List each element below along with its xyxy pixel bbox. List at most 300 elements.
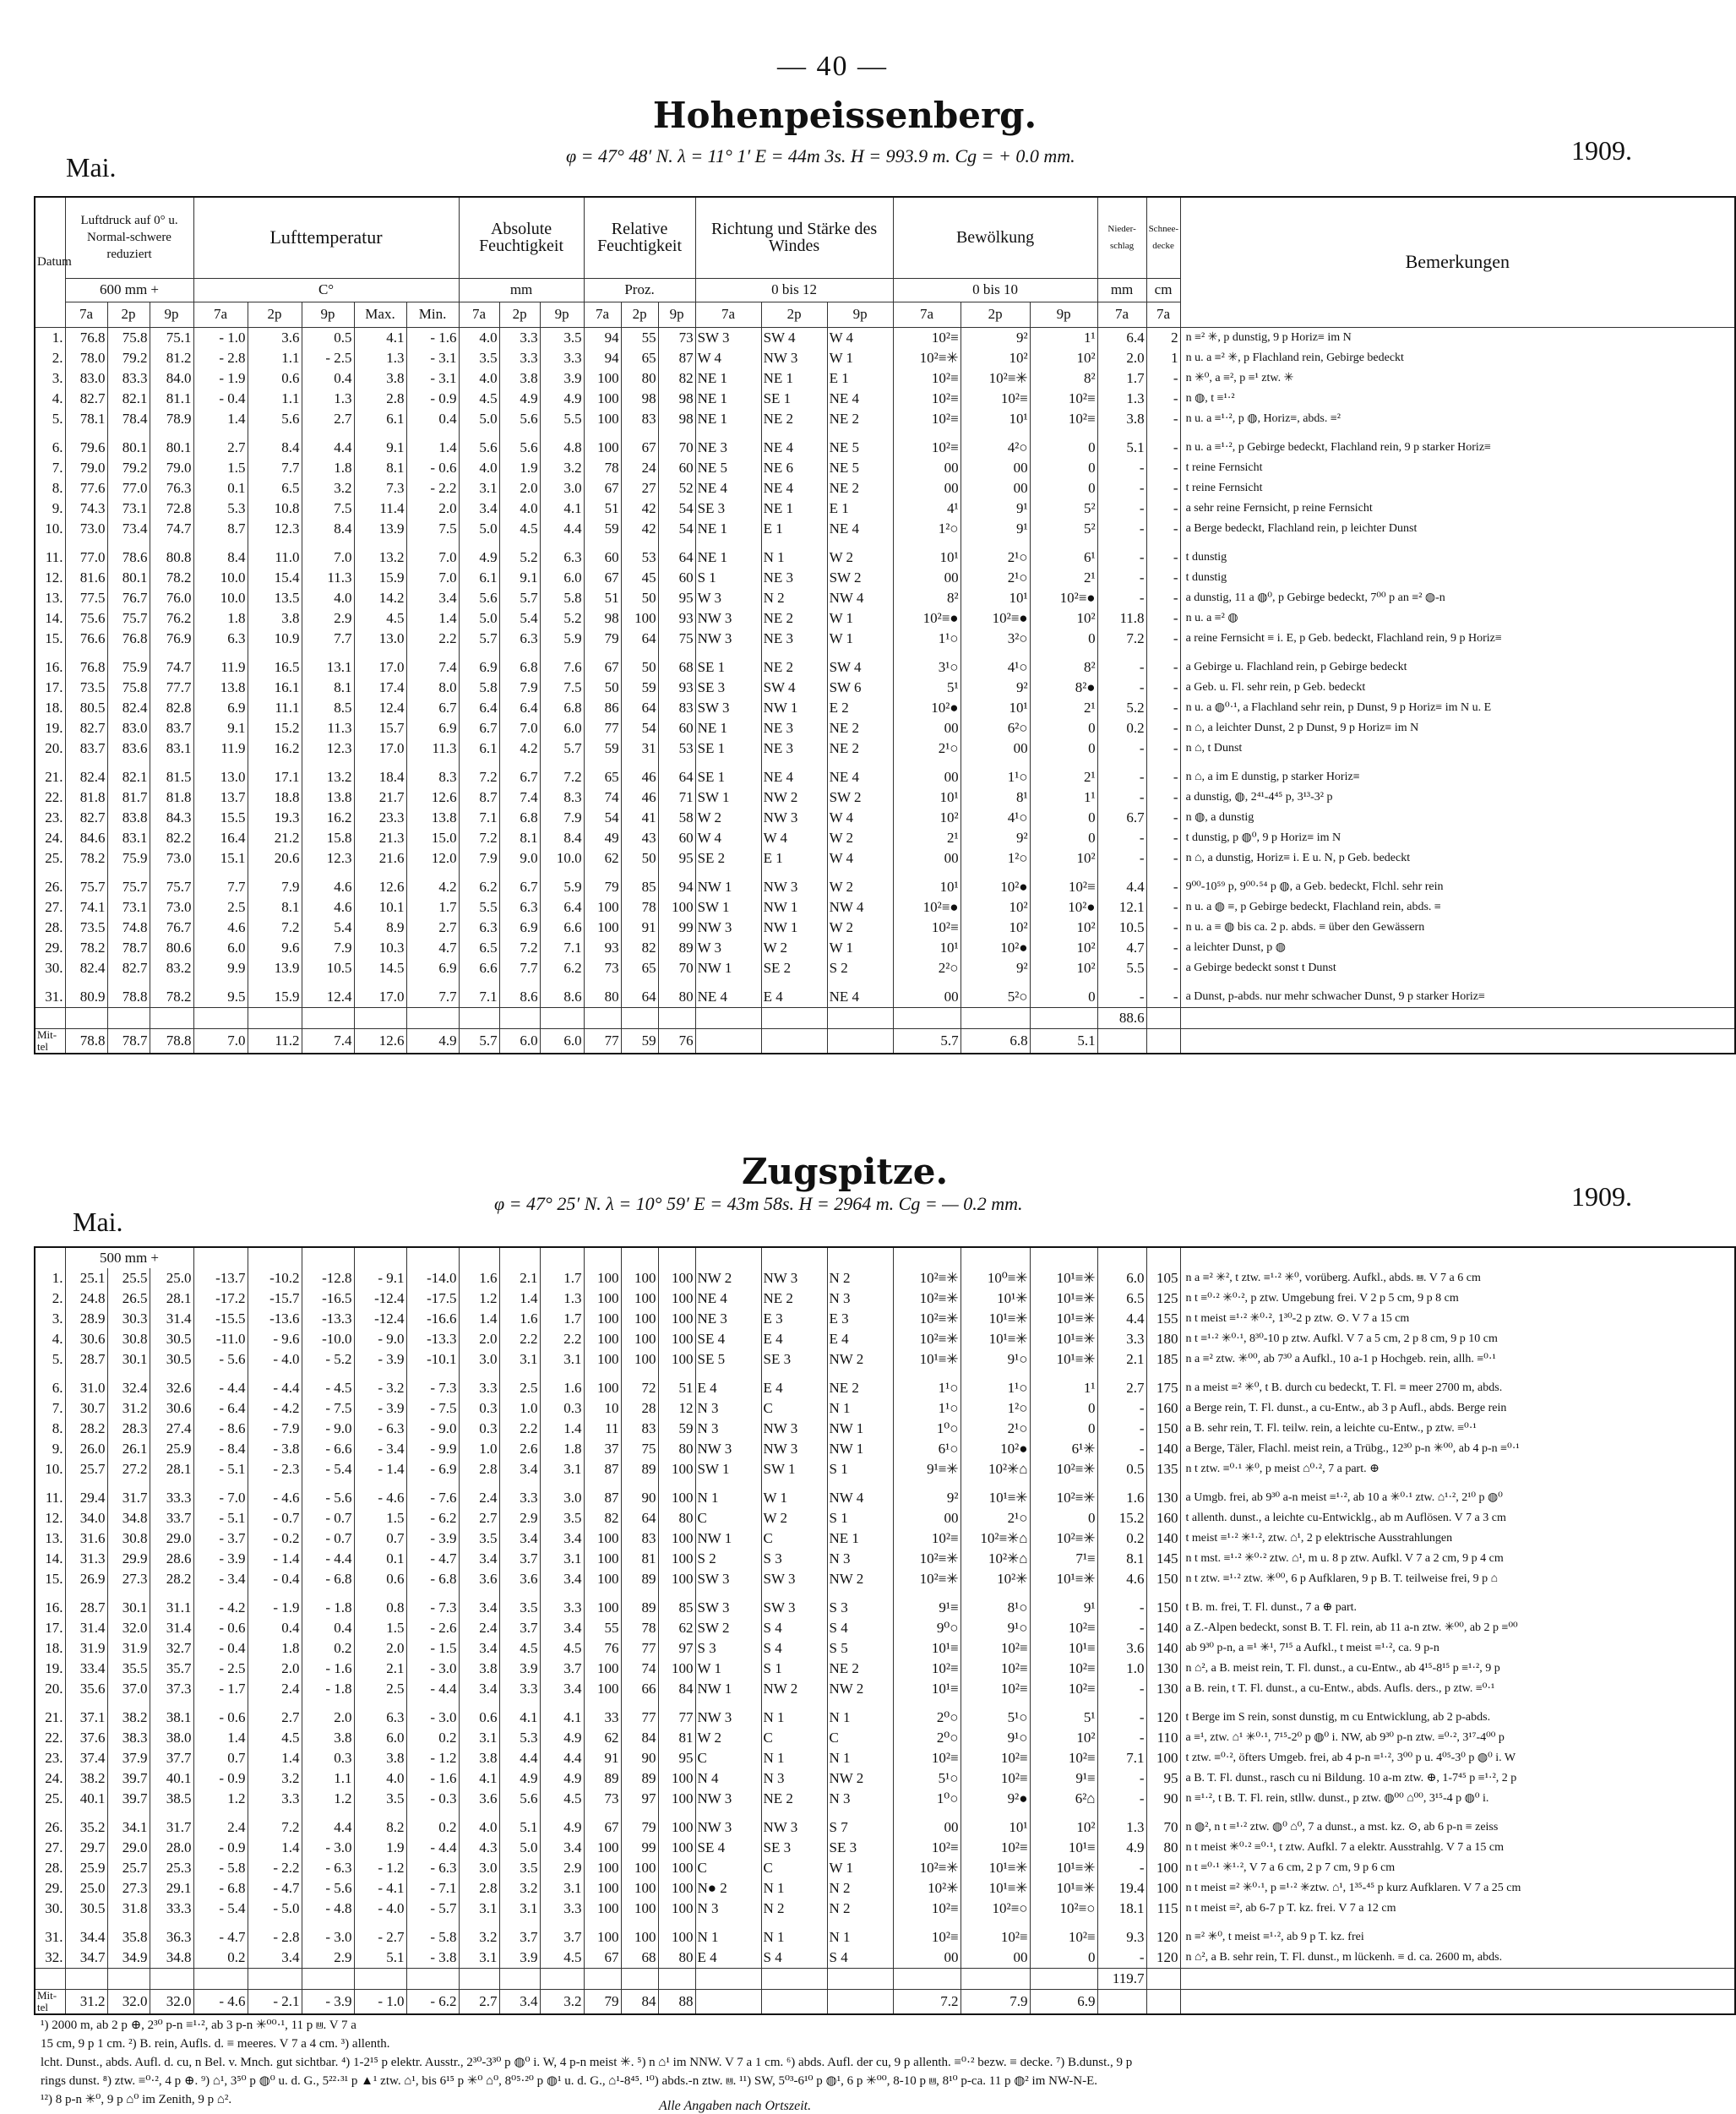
row-value: - [1146, 478, 1180, 499]
row-value: 9² [961, 327, 1030, 348]
row-value: -17.2 [193, 1289, 248, 1309]
row-remark: n u. a ≡² ✳, p Flachland rein, Gebirge bedeckt [1180, 348, 1735, 368]
row-value: 0 [1030, 738, 1097, 759]
row-value: NW 3 [761, 1419, 827, 1439]
table-row [35, 1459, 1735, 1479]
row-value: W 2 [695, 1728, 761, 1748]
row-value: 82 [621, 938, 658, 958]
row-value: 6.3 [540, 548, 584, 568]
row-value: - 5.8 [193, 1858, 248, 1878]
row-value: 10²✳ [893, 1878, 961, 1899]
row-value: 3.4 [406, 588, 459, 608]
row-value: 3.7 [540, 1659, 584, 1679]
row-value: 25.9 [65, 1858, 107, 1878]
row-value: 10¹≡✳ [1030, 1289, 1097, 1309]
row-remark: a B. rein, t T. Fl. dunst., a cu-Entw., abds. Aufls. ders., p ztw. ≡⁰·¹ [1180, 1679, 1735, 1699]
row-value: 16.2 [302, 808, 354, 828]
row-value: 2.1 [1097, 1349, 1146, 1370]
row-value: 2.2 [499, 1329, 540, 1349]
footnote-line: lcht. Dunst., abds. Aufl. d. cu, n Bel. v. Mnch. gut sichtbar. ⁴) 1-2¹⁵ p elektr. Ausstr., 2³⁰-3³⁰ p ◍⁰ i. W, 4 p-n meist ✳. ⁵) n ⌂¹ im NNW. V 7 a 1 cm. ⁶) abds. Aufl. der cu, 9 p allenth. ≡⁰·² bezw. ≡ decke. ⁷) B.dunst., 9 p [41, 2056, 1133, 2069]
row-value: 70 [658, 438, 695, 458]
row-value: 5.6 [499, 409, 540, 429]
row-value: 31 [621, 738, 658, 759]
row-value: 4.0 [499, 499, 540, 519]
row-value: 6.7 [499, 767, 540, 787]
row-value: 5.3 [499, 1728, 540, 1748]
table-row [35, 1899, 1735, 1919]
row-value: 3.2 [302, 478, 354, 499]
row-value: - 0.4 [193, 1638, 248, 1659]
row-value: 15.1 [193, 848, 248, 869]
row-value: NW 2 [827, 1349, 893, 1370]
row-value: - [1146, 389, 1180, 409]
subhead-a9: 9p [540, 302, 584, 327]
row-value: 30.1 [107, 1349, 150, 1370]
row-value: 10²≡ [1030, 409, 1097, 429]
row-value: 1.4 [193, 1728, 248, 1748]
row-value: 12.4 [302, 987, 354, 1008]
row-value: 5¹○ [893, 1768, 961, 1789]
subhead-p2: 2p [107, 302, 150, 327]
row-value: 17.0 [354, 987, 406, 1008]
row-value: 25.0 [65, 1878, 107, 1899]
row-value: NE 1 [695, 548, 761, 568]
row-value: 10²≡● [893, 897, 961, 918]
table-row [35, 678, 1735, 698]
row-value: 6.5 [248, 478, 302, 499]
row-remark: ab 9³⁰ p-n, a ≡¹ ✳¹, 7¹⁵ a Aufkl., t meist ≡¹·², ca. 9 p-n [1180, 1638, 1735, 1659]
row-value: 145 [1146, 1549, 1180, 1569]
row-value: 7.7 [193, 877, 248, 897]
row-value: 75.6 [65, 608, 107, 629]
row-value: 78.7 [107, 938, 150, 958]
row-value: 100 [658, 1459, 695, 1479]
row-value: 4.4 [540, 1748, 584, 1768]
row-value: 81.7 [107, 787, 150, 808]
row-value: -12.4 [354, 1309, 406, 1329]
row-value: 82.7 [65, 718, 107, 738]
row-value: 115 [1146, 1899, 1180, 1919]
row-value: 13.0 [354, 629, 406, 649]
row-value: 00 [961, 738, 1030, 759]
row-value: - 1.8 [302, 1679, 354, 1699]
row-value: 31.6 [65, 1528, 107, 1549]
row-value: 4.9 [540, 389, 584, 409]
row-value: 89 [621, 1569, 658, 1589]
row-value: S 4 [761, 1618, 827, 1638]
row-value: 73 [658, 327, 695, 348]
row-value: 80.8 [150, 548, 193, 568]
row-value: 3.3 [499, 348, 540, 368]
row-value: 13.2 [302, 767, 354, 787]
row-value: NE 4 [761, 767, 827, 787]
row-value: 130 [1146, 1659, 1180, 1679]
table-row [35, 1439, 1735, 1459]
row-value: 30.8 [107, 1329, 150, 1349]
row-remark: n t ≡⁰·² ✳⁰·², p ztw. Umgebung frei. V 2 p 5 cm, 9 p 8 cm [1180, 1289, 1735, 1309]
row-value: 68 [658, 657, 695, 678]
row-value: 10²≡ [893, 918, 961, 938]
row-value: 3.3 [540, 1899, 584, 1919]
row-value: 6.7 [499, 877, 540, 897]
row-value: 45 [621, 568, 658, 588]
row-value: 76.8 [65, 327, 107, 348]
row-value: - [1097, 568, 1146, 588]
row-value: 80 [658, 1948, 695, 1969]
row-value: 28.3 [107, 1419, 150, 1439]
row-value: 21.2 [248, 828, 302, 848]
row-value: 38.5 [150, 1789, 193, 1809]
row-value: - 4.4 [406, 1838, 459, 1858]
row-value: 80.9 [65, 987, 107, 1008]
row-value: E 4 [827, 1329, 893, 1349]
row-value: - [1146, 958, 1180, 978]
row-value: 10²≡ [961, 1638, 1030, 1659]
row-value: - 9.6 [248, 1329, 302, 1349]
row-value: - 6.3 [302, 1858, 354, 1878]
row-value: S 4 [827, 1948, 893, 1969]
row-value: 4.9 [540, 1768, 584, 1789]
row-value: - 4.0 [354, 1899, 406, 1919]
row-date: 24. [35, 828, 65, 848]
row-value: - [1097, 848, 1146, 869]
row-value: 0.5 [1097, 1459, 1146, 1479]
row-value: NW 3 [761, 1439, 827, 1459]
row-date: 29. [35, 1878, 65, 1899]
row-value: 7.0 [302, 548, 354, 568]
row-value: 0.4 [302, 1618, 354, 1638]
row-value: - 7.0 [193, 1488, 248, 1508]
row-value: 11.9 [193, 738, 248, 759]
table-row [35, 499, 1735, 519]
row-value: 3.8 [354, 1748, 406, 1768]
row-value: 94 [658, 877, 695, 897]
row-value: 4.2 [499, 738, 540, 759]
table-row [35, 568, 1735, 588]
row-value: NE 4 [695, 478, 761, 499]
row-value: 50 [621, 848, 658, 869]
row-value: 6.0 [1097, 1268, 1146, 1289]
row-value: NE 2 [827, 738, 893, 759]
row-remark: t B. m. frei, T. Fl. dunst., 7 a ⊕ part. [1180, 1598, 1735, 1618]
row-value: SE 1 [695, 657, 761, 678]
row-value: 4.7 [406, 938, 459, 958]
row-value: 6.4 [459, 698, 499, 718]
row-value: 8.5 [302, 698, 354, 718]
row-date: 1. [35, 327, 65, 348]
row-value: 5.9 [540, 877, 584, 897]
station-title-zugspitze: Zugspitze. [741, 1151, 949, 1192]
row-value: 3.7 [540, 1927, 584, 1948]
row-value: 77.6 [65, 478, 107, 499]
row-value: 2.0 [499, 478, 540, 499]
row-value: N 3 [761, 1768, 827, 1789]
row-value: 5.2 [540, 608, 584, 629]
row-date: 7. [35, 458, 65, 478]
row-value: - [1097, 1948, 1146, 1969]
row-value: 79.2 [107, 348, 150, 368]
row-value: 3.6 [459, 1569, 499, 1589]
row-value: - [1097, 478, 1146, 499]
row-value: 6.8 [540, 698, 584, 718]
row-value: 105 [1146, 1268, 1180, 1289]
row-value: N 4 [695, 1768, 761, 1789]
row-value: - [1097, 458, 1146, 478]
row-value: - 0.4 [193, 389, 248, 409]
row-value: 00 [961, 458, 1030, 478]
row-value: 3.1 [540, 1459, 584, 1479]
row-value: 83.1 [107, 828, 150, 848]
row-value: 4.4 [1097, 877, 1146, 897]
row-remark: n ◍², n t ≡¹·² ztw. ◍⁰ ⌂⁰, 7 a dunst., a mst. kz. ⊙, ab 6 p-n ≡ zeiss [1180, 1817, 1735, 1838]
row-value: SE 3 [761, 1838, 827, 1858]
subhead-n7: 7a [1097, 302, 1146, 327]
row-value: 5.8 [459, 678, 499, 698]
unit-abs-feuchtigkeit: mm [459, 278, 584, 302]
row-remark: n u. a ≡ ◍ bis ca. 2 p. abds. ≡ über den Gewässern [1180, 918, 1735, 938]
row-value: 8²● [1030, 678, 1097, 698]
row-value: 6.9 [406, 718, 459, 738]
row-value: E 4 [761, 1378, 827, 1398]
row-value: - 3.0 [302, 1927, 354, 1948]
row-value: 9² [961, 828, 1030, 848]
row-value: 11.3 [302, 568, 354, 588]
row-value: - 1.2 [354, 1858, 406, 1878]
row-remark: n ≡² ✳, p dunstig, 9 p Horiz≡ im N [1180, 327, 1735, 348]
row-value: 4.1 [540, 499, 584, 519]
row-value: 0.2 [1097, 718, 1146, 738]
row-value: 6²⌂ [1030, 1789, 1097, 1809]
row-date: 14. [35, 1549, 65, 1569]
row-value: NE 3 [761, 738, 827, 759]
footnote-line: ¹²) 8 p-n ✳⁰, 9 p ⌂⁰ im Zenith, 9 p ⌂². [41, 2093, 232, 2106]
subhead-min: Min. [406, 302, 459, 327]
row-remark: a Dunst, p-abds. nur mehr schwacher Dunst, 9 p starker Horiz≡ [1180, 987, 1735, 1008]
table-row [35, 958, 1735, 978]
row-value: 9¹○ [961, 1349, 1030, 1370]
row-date: 6. [35, 1378, 65, 1398]
header-abs-feuchtigkeit: Absolute Feuchtigkeit [459, 197, 584, 278]
row-value: 5.1 [1097, 438, 1146, 458]
row-remark: n t ≡⁰·¹ ✳¹·², V 7 a 6 cm, 2 p 7 cm, 9 p 6 cm [1180, 1858, 1735, 1878]
row-value: 10²● [1030, 897, 1097, 918]
row-value: 3.5 [459, 348, 499, 368]
row-value: 6.3 [499, 897, 540, 918]
row-value: 60 [658, 568, 695, 588]
row-value: - [1146, 568, 1180, 588]
row-value: W 4 [695, 828, 761, 848]
row-value: 21.6 [354, 848, 406, 869]
row-value: 3.1 [459, 1899, 499, 1919]
table-row [35, 1378, 1735, 1398]
row-value: 0 [1030, 458, 1097, 478]
row-value: W 1 [827, 608, 893, 629]
row-remark: t allenth. dunst., a leichte cu-Entwicklg., ab m Auflösen. V 7 a 3 cm [1180, 1508, 1735, 1528]
row-date: 4. [35, 1329, 65, 1349]
row-value: - 6.9 [406, 1459, 459, 1479]
row-value: - [1097, 657, 1146, 678]
row-value: - [1097, 1768, 1146, 1789]
row-value: 84 [658, 1679, 695, 1699]
row-value: 3.4 [459, 1679, 499, 1699]
row-value: - [1146, 918, 1180, 938]
row-value: 65 [621, 958, 658, 978]
row-value: - [1146, 718, 1180, 738]
row-value: - 5.4 [302, 1459, 354, 1479]
row-value: 37 [584, 1439, 621, 1459]
row-value: 8.2 [354, 1817, 406, 1838]
row-value: 99 [621, 1838, 658, 1858]
table-row [35, 1679, 1735, 1699]
row-value: 11.9 [193, 657, 248, 678]
row-value: -10.0 [302, 1329, 354, 1349]
table-row [35, 1638, 1735, 1659]
row-value: 55 [621, 327, 658, 348]
row-value: - 5.1 [193, 1508, 248, 1528]
row-value: 18.4 [354, 767, 406, 787]
row-value: 5.8 [540, 588, 584, 608]
row-value: - [1097, 828, 1146, 848]
row-value: W 1 [761, 1488, 827, 1508]
row-date: 21. [35, 1708, 65, 1728]
row-value: 78.4 [107, 409, 150, 429]
row-value: 15.9 [354, 568, 406, 588]
row-value: - 2.8 [248, 1927, 302, 1948]
header-datum: Datum [35, 197, 65, 327]
row-value: 2 [1146, 327, 1180, 348]
row-value: 9¹○ [961, 1618, 1030, 1638]
row-value: 5.1 [354, 1948, 406, 1969]
row-value: 3.5 [540, 1508, 584, 1528]
row-value: 78.8 [107, 987, 150, 1008]
subhead-p7: 7a [65, 302, 107, 327]
row-value: 80 [621, 368, 658, 389]
row-remark: t meist ≡¹·² ✳¹·², ztw. ⌂¹, 2 p elektrische Ausstrahlungen [1180, 1528, 1735, 1549]
table-row [35, 1549, 1735, 1569]
row-value: - 5.4 [193, 1899, 248, 1919]
row-value: - 6.3 [354, 1419, 406, 1439]
row-value: 9¹≡ [1030, 1768, 1097, 1789]
row-value: 83.6 [107, 738, 150, 759]
table-row [35, 938, 1735, 958]
row-value: 39.7 [107, 1768, 150, 1789]
row-value: 6.3 [193, 629, 248, 649]
row-value: N 1 [695, 1927, 761, 1948]
row-value: 4.4 [302, 1817, 354, 1838]
row-value: 100 [621, 1329, 658, 1349]
row-value: 3.4 [540, 1679, 584, 1699]
row-value: SW 4 [761, 678, 827, 698]
row-value: 0.3 [540, 1398, 584, 1419]
row-value: 6.4 [540, 897, 584, 918]
row-value: 4.5 [499, 519, 540, 539]
row-value: - 9.0 [406, 1419, 459, 1439]
row-value: 0.3 [459, 1398, 499, 1419]
row-remark: n u. a ◍⁰·¹, a Flachland sehr rein, p Dunst, 9 p Horiz≡ im N u. E [1180, 698, 1735, 718]
row-value: 1.6 [459, 1268, 499, 1289]
row-value: 50 [621, 588, 658, 608]
row-value: W 4 [827, 848, 893, 869]
row-remark: n ✳⁰, a ≡², p ≡¹ ztw. ✳ [1180, 368, 1735, 389]
row-value: NE 1 [761, 368, 827, 389]
row-value: E 4 [695, 1948, 761, 1969]
row-value: 10²≡ [893, 327, 961, 348]
row-value: 83 [621, 1528, 658, 1549]
table-row [35, 327, 1735, 348]
row-value: 32.0 [107, 1618, 150, 1638]
row-value: NW 1 [695, 958, 761, 978]
row-value: NW 3 [695, 1817, 761, 1838]
row-value: 62 [584, 1728, 621, 1748]
row-value: - 3.0 [406, 1708, 459, 1728]
row-value: 4¹○ [961, 657, 1030, 678]
row-value: 100 [584, 1569, 621, 1589]
row-value: 10²≡ [893, 1899, 961, 1919]
row-value: 1¹ [1030, 787, 1097, 808]
row-value: 00 [893, 718, 961, 738]
row-value: 0 [1030, 478, 1097, 499]
row-value: 100 [658, 897, 695, 918]
row-value: -13.3 [302, 1309, 354, 1329]
row-value: 6.9 [406, 958, 459, 978]
table-row [35, 409, 1735, 429]
row-value: 120 [1146, 1927, 1180, 1948]
table-row [35, 1789, 1735, 1809]
row-value: SE 3 [695, 678, 761, 698]
row-value: 5.0 [459, 409, 499, 429]
row-value: 10² [1030, 938, 1097, 958]
row-value: 74 [584, 787, 621, 808]
row-value: 10.3 [354, 938, 406, 958]
row-value: 3.4 [459, 499, 499, 519]
row-value: 3.5 [459, 1528, 499, 1549]
row-value: 10¹ [893, 938, 961, 958]
row-value: W 2 [761, 938, 827, 958]
page-number: — 40 — [777, 51, 888, 82]
row-value: SW 4 [761, 327, 827, 348]
row-value: 0.7 [354, 1528, 406, 1549]
row-value: -12.8 [302, 1268, 354, 1289]
row-value: N 1 [827, 1708, 893, 1728]
row-value: 10²≡ [893, 368, 961, 389]
row-value: 30.5 [150, 1329, 193, 1349]
row-value: 10¹≡✳ [961, 1488, 1030, 1508]
row-value: - 3.4 [193, 1569, 248, 1589]
row-value: 79.2 [107, 458, 150, 478]
row-value: 66 [621, 1679, 658, 1699]
row-value: -10.1 [406, 1349, 459, 1370]
row-value: - 0.9 [193, 1768, 248, 1789]
mittel-b9: 6.9 [1030, 1990, 1097, 2015]
mittel-a9: 6.0 [540, 1028, 584, 1054]
row-value: 14.5 [354, 958, 406, 978]
row-value: - 6.3 [406, 1858, 459, 1878]
row-value: 6.2 [459, 877, 499, 897]
table-row [35, 1838, 1735, 1858]
row-value: 37.0 [107, 1679, 150, 1699]
row-value: 64 [658, 548, 695, 568]
mittel-r9: 88 [658, 1990, 695, 2015]
table-row [35, 1817, 1735, 1838]
row-date: 20. [35, 1679, 65, 1699]
row-value: 87 [584, 1459, 621, 1479]
row-value: - [1146, 787, 1180, 808]
row-value: 34.7 [65, 1948, 107, 1969]
row-value: - 4.8 [302, 1899, 354, 1919]
row-value: 1¹○ [961, 1378, 1030, 1398]
row-value: 10²≡ [1030, 877, 1097, 897]
row-remark: n u. a ≡¹·², p Gebirge bedeckt, Flachland rein, 9 p starker Horiz≡ [1180, 438, 1735, 458]
